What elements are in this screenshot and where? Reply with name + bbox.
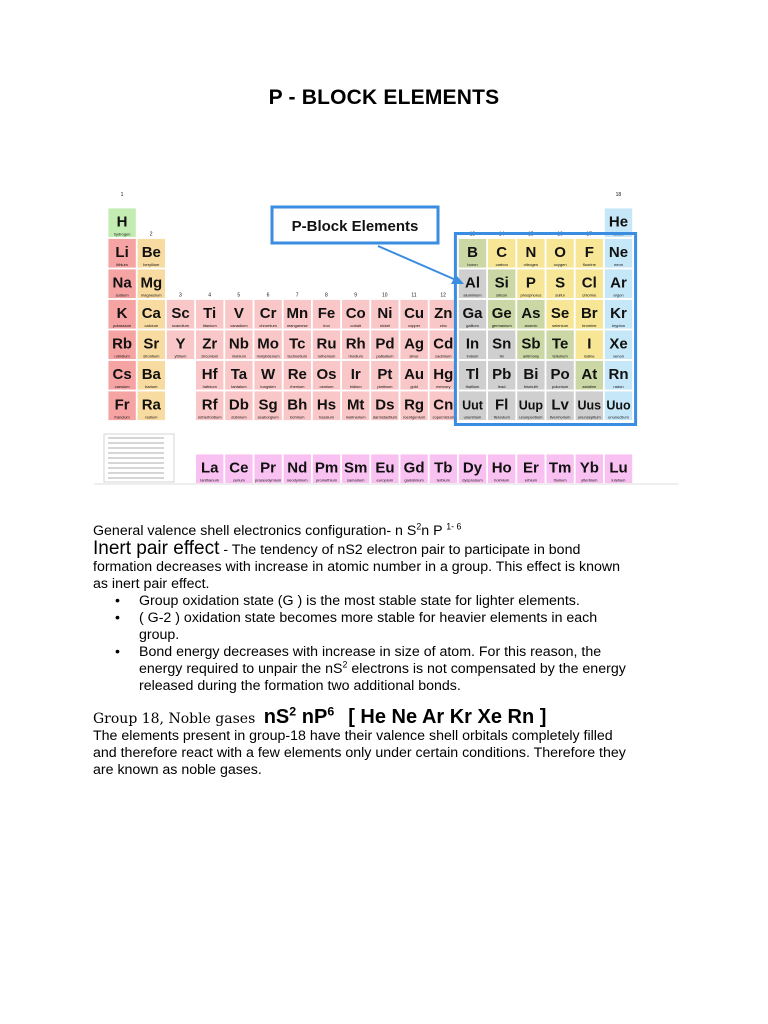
periodic-table <box>94 188 678 486</box>
element-symbol: Li <box>115 243 129 261</box>
element-name: nitrogen <box>523 262 539 267</box>
bullet-list <box>93 593 693 695</box>
element-name: iron <box>323 323 330 328</box>
element-symbol: Po <box>550 365 570 383</box>
group18-formula <box>264 706 335 728</box>
group18-elements: [ He Ne Ar Kr Xe Rn ] <box>348 706 547 728</box>
element-name: caesium <box>114 384 130 389</box>
element-symbol: Y <box>175 335 186 353</box>
element-name: ununpentium <box>519 414 543 420</box>
element-symbol: In <box>465 335 480 353</box>
element-name: phosphorus <box>520 292 542 298</box>
element-symbol: Rb <box>112 335 133 353</box>
element-name: germanium <box>491 323 512 328</box>
element-name: silicon <box>496 292 508 298</box>
element-symbol: Uut <box>462 398 483 413</box>
element-symbol: Be <box>141 243 161 261</box>
element-cell <box>166 391 194 421</box>
list-item <box>93 644 693 695</box>
element-symbol: Ho <box>491 459 512 477</box>
bullet-icon: • <box>115 644 120 660</box>
element-name: francium <box>114 414 130 420</box>
element-symbol: Gd <box>403 459 425 477</box>
element-name: aluminium <box>463 292 482 298</box>
element-name: ytterbium <box>581 477 598 483</box>
element-symbol: S <box>555 274 566 292</box>
element-symbol: Ce <box>229 459 249 477</box>
element-symbol: Cr <box>259 304 277 322</box>
element-name: europium <box>376 477 394 483</box>
element-name: lead <box>497 384 506 389</box>
element-cell <box>166 361 194 391</box>
element-symbol: Yb <box>579 459 599 477</box>
element-name: zirconium <box>201 353 219 359</box>
element-symbol: Zn <box>434 304 453 322</box>
element-name: platinum <box>377 384 393 389</box>
element-symbol: Sg <box>258 396 278 414</box>
element-name: indium <box>466 353 479 359</box>
element-symbol: Sn <box>492 335 512 353</box>
element-name: calcium <box>144 323 159 328</box>
element-name: manganese <box>286 323 308 328</box>
element-name: erbium <box>524 477 538 483</box>
element-symbol: Sc <box>171 304 190 322</box>
element-name: ununoctium <box>608 414 629 420</box>
bullet-text-part: energy required to unpair the nS <box>139 661 343 677</box>
element-name: dubnium <box>231 414 247 420</box>
element-symbol: K <box>116 304 128 322</box>
element-name: molybdenum <box>256 353 280 359</box>
element-symbol: Mo <box>257 335 279 353</box>
element-symbol: Nb <box>228 335 249 353</box>
element-name: titanium <box>202 323 217 328</box>
element-name: selenium <box>552 323 569 328</box>
group-number: 15 <box>528 231 534 238</box>
element-symbol: Sb <box>521 335 541 353</box>
element-name: cerium <box>232 477 245 483</box>
group-number: 8 <box>325 292 328 299</box>
element-name: xenon <box>613 353 624 359</box>
element-name: iridium <box>349 384 362 389</box>
element-symbol: Er <box>522 459 539 477</box>
element-symbol: Bh <box>287 396 308 414</box>
element-name: zinc <box>439 323 447 328</box>
element-symbol: Lu <box>609 459 628 477</box>
element-name: hassium <box>319 414 334 420</box>
element-symbol: Hg <box>433 365 454 383</box>
element-symbol: Cu <box>404 304 425 322</box>
element-symbol: Fl <box>495 396 509 414</box>
element-name: bismuth <box>523 384 538 389</box>
element-name: ununseptium <box>577 414 601 420</box>
element-name: barium <box>145 384 158 389</box>
element-name: tin <box>499 353 504 359</box>
element-name: meitnerium <box>345 414 366 420</box>
element-name: darmstadtium <box>372 414 398 420</box>
element-name: argon <box>613 292 624 298</box>
bullet-icon: • <box>115 610 120 626</box>
element-symbol: Se <box>550 304 570 322</box>
group-number: 2 <box>149 231 153 238</box>
element-name: scandium <box>171 323 190 328</box>
element-name: praseodymium <box>254 477 282 483</box>
superscript: 2 <box>342 659 348 670</box>
element-name: livermorium <box>549 414 571 420</box>
element-symbol: Au <box>404 365 425 383</box>
element-name: terbium <box>436 477 450 483</box>
element-name: dysprosium <box>462 477 483 483</box>
element-symbol: Ru <box>316 335 337 353</box>
element-name: gallium <box>466 323 479 328</box>
superscript: 2 <box>289 704 297 719</box>
group18-text: The elements present in group-18 have their valence shell orbitals completely filled <box>93 728 613 744</box>
element-name: copper <box>407 323 421 328</box>
element-symbol: Sr <box>143 335 160 353</box>
element-name: magnesium <box>140 292 162 298</box>
element-name: polonium <box>551 384 569 389</box>
bullet-text: Bond energy decreases with increase in size of atom. For this reason, the <box>139 644 602 660</box>
element-name: tungsten <box>260 384 276 389</box>
element-symbol: Bi <box>523 365 539 383</box>
element-name: ruthenium <box>317 353 336 359</box>
callout-arrow <box>378 246 456 280</box>
element-symbol: B <box>467 243 478 261</box>
element-name: krypton <box>611 323 626 328</box>
superscript: 1- 6 <box>446 521 462 532</box>
element-name: bromine <box>582 323 597 328</box>
element-name: radium <box>145 414 158 420</box>
element-name: carbon <box>495 262 508 267</box>
group-number: 13 <box>469 231 476 238</box>
element-name: roentgenium <box>402 414 426 420</box>
element-name: fluorine <box>582 262 596 267</box>
element-symbol: F <box>584 243 594 261</box>
group-number: 9 <box>354 292 357 299</box>
element-symbol: Tl <box>465 365 480 383</box>
element-symbol: C <box>496 243 508 261</box>
bullet-text: released during the formation two additional bonds. <box>139 678 461 694</box>
element-symbol: La <box>200 459 219 477</box>
valence-config-text: n P <box>421 523 447 539</box>
element-symbol: Xe <box>609 335 628 353</box>
superscript: 6 <box>327 704 335 719</box>
element-symbol: O <box>554 243 566 261</box>
element-name: rhodium <box>348 353 363 359</box>
element-name: hafnium <box>202 384 217 389</box>
bullet-text: Group oxidation state (G ) is the most stable state for lighter elements. <box>139 593 580 609</box>
element-symbol: Ti <box>203 304 217 322</box>
element-name: gold <box>410 384 418 389</box>
element-name: vanadium <box>230 323 248 328</box>
element-symbol: Co <box>345 304 366 322</box>
element-name: oxygen <box>553 262 567 267</box>
element-symbol: Mt <box>346 396 365 414</box>
element-name: chlorine <box>582 292 597 298</box>
element-symbol: As <box>521 304 541 322</box>
element-symbol: Tb <box>434 459 453 477</box>
element-name: copernicium <box>432 414 455 420</box>
element-name: gadolinium <box>404 477 424 483</box>
element-symbol: Fe <box>317 304 336 322</box>
group-number: 12 <box>440 292 446 299</box>
group-number: 17 <box>586 231 592 238</box>
element-symbol: Eu <box>375 459 395 477</box>
element-symbol: Rn <box>608 365 629 383</box>
list-item <box>93 610 693 644</box>
element-name: neodymium <box>286 477 308 483</box>
bullet-text: group. <box>139 627 180 643</box>
document-body <box>93 523 693 779</box>
element-symbol: Te <box>551 335 569 353</box>
element-name: mercury <box>436 384 451 389</box>
element-name: arsenic <box>524 323 538 328</box>
formula-part: nP <box>296 706 328 728</box>
element-name: seaborgium <box>257 414 279 420</box>
inert-pair-text: formation decreases with increase in atomic number in a group. This effect is known <box>93 559 621 575</box>
element-symbol: Ne <box>608 243 629 261</box>
group-number: 10 <box>382 292 388 299</box>
element-name: thulium <box>553 477 567 483</box>
element-symbol: Fr <box>114 396 130 414</box>
element-symbol: Na <box>112 274 132 292</box>
valence-config-text: General valence shell electronics configuration- n S <box>93 523 417 539</box>
element-symbol: Ba <box>141 365 161 383</box>
group18-label: Group 18, Noble gases <box>93 711 260 727</box>
bullet-text <box>139 661 693 678</box>
element-name: helium <box>612 231 625 237</box>
element-symbol: Ds <box>375 396 395 414</box>
element-symbol: Cn <box>433 396 454 414</box>
element-name: astatine <box>582 384 597 389</box>
element-symbol: Pm <box>314 459 339 477</box>
element-symbol: Db <box>228 396 249 414</box>
element-name: hydrogen <box>113 231 131 237</box>
element-symbol: Cs <box>112 365 132 383</box>
element-name: cobalt <box>350 323 362 328</box>
list-item <box>93 593 693 610</box>
element-symbol: Dy <box>462 459 483 477</box>
group-number: 5 <box>237 292 241 299</box>
group18-heading <box>93 704 693 728</box>
group-number: 18 <box>615 192 622 198</box>
element-name: sulfur <box>555 292 565 298</box>
element-symbol: V <box>233 304 244 322</box>
element-symbol: I <box>587 335 592 353</box>
element-name: promethium <box>315 477 338 483</box>
group-number: 11 <box>411 292 417 299</box>
element-symbol: Ar <box>610 274 627 292</box>
element-symbol: N <box>525 243 537 261</box>
group18-text: and therefore react with a few elements only under certain conditions. Therefore they <box>93 745 626 761</box>
element-name: flerovium <box>493 414 510 420</box>
element-name: strontium <box>143 353 160 359</box>
element-symbol: Rf <box>201 396 218 414</box>
element-name: rubidium <box>114 353 130 359</box>
element-symbol: Pd <box>375 335 395 353</box>
element-symbol: Lv <box>551 396 569 414</box>
element-name: chromium <box>259 323 277 328</box>
element-name: lithium <box>116 262 128 267</box>
element-symbol: Tc <box>289 335 306 353</box>
element-name: iodine <box>583 353 595 359</box>
element-symbol: P <box>525 274 536 292</box>
group-number: 3 <box>179 292 182 299</box>
group18-text: are known as noble gases. <box>93 762 262 778</box>
element-name: nickel <box>379 323 391 328</box>
element-name: tellurium <box>552 353 568 359</box>
inert-pair-heading: Inert pair effect <box>93 538 220 559</box>
bullet-text: ( G-2 ) oxidation state becomes more stable for heavier elements in each <box>139 610 598 626</box>
element-symbol: Al <box>465 274 480 292</box>
element-symbol: Sm <box>344 459 368 477</box>
element-symbol: Cl <box>581 274 597 292</box>
element-name: bohrium <box>290 414 305 420</box>
element-name: antimony <box>522 353 540 359</box>
element-symbol: Ra <box>141 396 161 414</box>
callout-label: P-Block Elements <box>291 218 419 235</box>
page-title: P - BLOCK ELEMENTS <box>268 86 500 109</box>
group-number: 1 <box>120 192 124 198</box>
element-symbol: Rg <box>404 396 425 414</box>
periodic-table-figure <box>94 188 678 486</box>
element-name: ununtrium <box>463 414 482 420</box>
element-symbol: Uus <box>577 398 602 413</box>
element-symbol: He <box>608 213 629 231</box>
inert-pair-line <box>93 540 693 559</box>
group-number: 4 <box>208 292 211 299</box>
element-name: radon <box>613 384 624 389</box>
element-name: silver <box>409 353 419 359</box>
element-name: palladium <box>376 353 394 359</box>
element-name: rhenium <box>290 384 305 389</box>
element-symbol: Zr <box>202 335 218 353</box>
element-name: tantalum <box>231 384 247 389</box>
element-name: cadmium <box>435 353 452 359</box>
inert-pair-text: as inert pair effect. <box>93 576 210 592</box>
element-symbol: Hf <box>201 365 218 383</box>
element-symbol: Uuo <box>606 398 631 413</box>
element-name: neon <box>614 262 623 267</box>
element-symbol: Ta <box>230 365 248 383</box>
superscript: 2 <box>416 521 422 532</box>
element-name: potassium <box>112 323 132 328</box>
element-name: holmium <box>494 477 510 483</box>
element-name: samarium <box>346 477 365 483</box>
element-symbol: Hs <box>316 396 337 414</box>
bullet-text-part: electrons is not compensated by the energy <box>347 661 626 677</box>
element-name: beryllium <box>143 262 160 267</box>
element-symbol: Nd <box>287 459 308 477</box>
element-name: sodium <box>115 292 129 298</box>
element-name: thallium <box>465 384 480 389</box>
element-name: niobium <box>231 353 246 359</box>
element-symbol: Ca <box>141 304 161 322</box>
element-symbol: H <box>116 213 128 231</box>
element-name: lutetium <box>611 477 626 483</box>
element-symbol: Br <box>580 304 598 322</box>
element-symbol: At <box>581 365 598 383</box>
group-number: 14 <box>498 231 505 238</box>
element-symbol: Si <box>494 274 509 292</box>
element-symbol: Rh <box>345 335 366 353</box>
element-name: osmium <box>319 384 334 389</box>
element-symbol: Ge <box>491 304 512 322</box>
element-symbol: Pr <box>260 459 277 477</box>
element-symbol: Os <box>316 365 337 383</box>
element-name: yttrium <box>174 353 187 359</box>
element-name: rutherfordium <box>197 414 222 420</box>
group-number: 7 <box>295 292 299 299</box>
element-symbol: Ga <box>462 304 483 322</box>
inert-pair-text: - The tendency of nS2 electron pair to participate in bond <box>219 542 581 558</box>
element-symbol: Ag <box>404 335 425 353</box>
element-name: boron <box>467 262 478 267</box>
element-symbol: Ni <box>377 304 393 322</box>
formula-part: nS <box>263 706 290 728</box>
group-number: 16 <box>557 231 563 238</box>
bullet-icon: • <box>115 593 120 609</box>
group-number: 6 <box>266 292 270 299</box>
element-name: lanthanum <box>200 477 220 483</box>
element-symbol: Tm <box>548 459 572 477</box>
element-name: technetium <box>287 353 308 359</box>
element-symbol: Mn <box>286 304 309 322</box>
element-symbol: Pb <box>492 365 512 383</box>
element-symbol: Uup <box>518 398 544 413</box>
element-symbol: Cd <box>433 335 454 353</box>
element-symbol: Mg <box>140 274 163 292</box>
element-symbol: W <box>261 365 276 383</box>
element-symbol: Re <box>287 365 307 383</box>
element-symbol: Ir <box>350 365 361 383</box>
element-symbol: Kr <box>610 304 627 322</box>
element-symbol: Pt <box>377 365 393 383</box>
